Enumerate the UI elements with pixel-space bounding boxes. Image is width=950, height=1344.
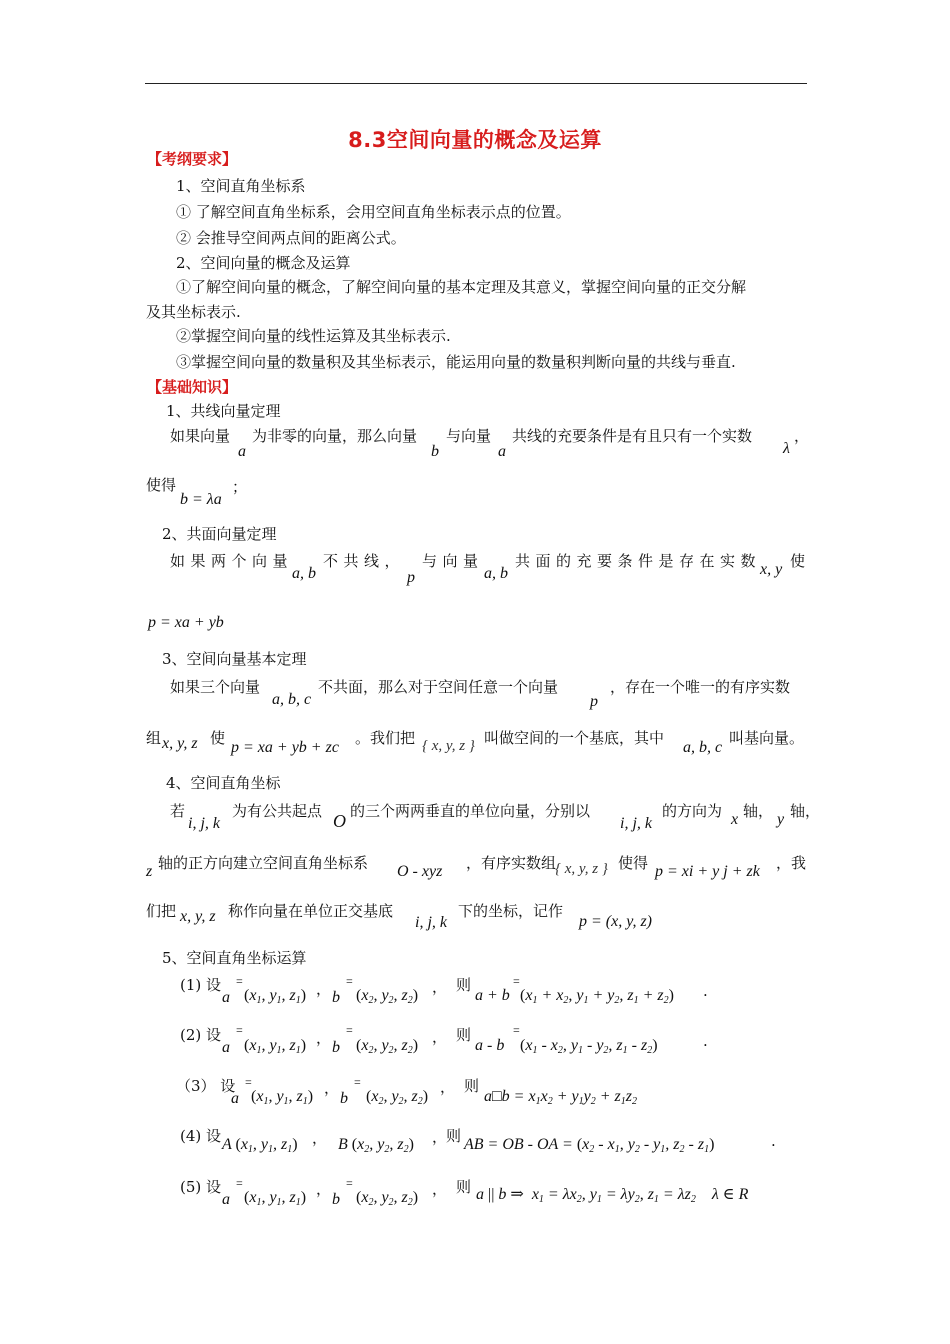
math-formula: A ($x_1$, $y_1$, $z_1$) [222,1136,298,1155]
theorem-3-text: 如果三个向量 [170,678,261,696]
theorem-4-text: 轴的正方向建立空间直角坐标系 [158,854,369,872]
separator: ， [316,1029,332,1047]
separator: ， [312,1129,328,1147]
theorem-3-text: 叫基向量。 [729,729,805,747]
theorem-1-text: ； [232,478,248,496]
math-formula: AB = OB - OA = ($x_2 - x_1$, $y_2 - y_1$, $z_2 - z_1$) [464,1136,715,1155]
math-formula: ($x_2$, $y_2$, $z_2$) [356,1189,419,1208]
math-formula: ($x_2$, $y_2$, $z_2$) [366,1088,429,1107]
math-coord-system: O - xyz [397,863,443,880]
math-vectors-ab: a, b [292,565,316,582]
theorem-1-text: ， [794,427,810,445]
separator: ， [316,980,332,998]
theorem-4-text: 若 [170,802,186,820]
math-unit-vectors: i, j, k [188,815,220,832]
math-formula: a - b [475,1037,505,1054]
separator: ， [432,1128,448,1146]
rule-2-label: (2) 设 [180,1026,222,1044]
math-formula: a [222,1191,230,1208]
math-formula: = [513,1023,520,1037]
math-formula: = [236,1176,243,1190]
math-formula: b [332,989,340,1006]
math-reals-xy: x, y [760,561,783,578]
math-formula: b [332,1039,340,1056]
math-formula: = [236,974,243,988]
math-axis-y: y [777,811,785,828]
math-axis-x: x [731,811,739,828]
math-formula: ($x_2$, $y_2$, $z_2$) [356,987,419,1006]
math-formula: ($x_1 + x_2$, $y_1 + y_2$, $z_1 + z_2$) [520,987,674,1006]
syllabus-item-2-1: ①了解空间向量的概念，了解空间向量的基本定理及其意义，掌握空间向量的正交分解 [176,278,747,296]
math-formula: b [332,1191,340,1208]
math-vectors-ab: a, b [484,565,508,582]
theorem-3-text: 。我们把 [355,729,416,747]
period: . [703,1032,708,1050]
math-vectors-abc: a, b, c [683,739,723,756]
page-title: 8.3空间向量的概念及运算 [348,128,602,152]
syllabus-item-1-2: ② 会推导空间两点间的距离公式。 [176,229,406,247]
theorem-4-text: 轴， [743,802,774,820]
theorem-4-text: 称作向量在单位正交基底 [228,902,394,920]
syllabus-item-2-3: ③掌握空间向量的数量积及其坐标表示，能运用向量的数量积判断向量的共线与垂直. [176,353,736,371]
then-word: 则 [446,1127,462,1145]
theorem-2-text: 共面的充要条件是存在实数 [515,552,762,570]
math-formula: = [346,1176,353,1190]
math-equation: p = xi + y j + zk [655,863,760,880]
theorem-1-text: 与向量 [446,427,492,445]
theorem-3-text: 叫做空间的一个基底，其中 [484,729,665,747]
math-unit-vectors: i, j, k [415,914,447,931]
syllabus-item-2: 2、空间向量的概念及运算 [176,254,351,272]
math-formula: = [346,974,353,988]
theorem-4-text: 的方向为 [662,802,723,820]
theorem-2-text: 使 [790,552,806,570]
math-vector-p: p [407,569,415,586]
math-vectors-abc: a, b, c [272,691,312,708]
syllabus-item-2-1-cont: 及其坐标表示. [146,303,241,321]
math-vector-p: p [590,693,598,710]
math-formula: ($x_2$, $y_2$, $z_2$) [356,1037,419,1056]
math-vector-a: a [498,443,506,460]
rule-5-label: (5) 设 [180,1178,222,1196]
theorem-5-title: 5、空间直角坐标运算 [162,949,307,967]
math-formula: = [513,974,520,988]
period: . [703,982,708,1000]
math-formula: a□b = $x_1x_2 + y_1y_2 + z_1z_2$ [484,1088,637,1107]
theorem-4-text: 的三个两两垂直的单位向量，分别以 [350,802,591,820]
rule-4-label: (4) 设 [180,1127,222,1145]
theorem-1-text: 使得 [146,476,177,494]
separator: ， [440,1078,456,1096]
rule-3-label: （3） 设 [176,1077,236,1095]
period: . [771,1132,776,1150]
math-formula: a [231,1090,239,1107]
section-heading-basics: 【基础知识】 [147,378,238,396]
then-word: 则 [456,1178,472,1196]
math-equation: p = xa + yb [148,614,224,631]
math-formula: a || b ⇒ $x_1 = \lambda x_2$, $y_1 = \lambda y_2$, $z_1 = \lambda z_2$ λ ∈ R [476,1186,749,1205]
theorem-1-text: 为非零的向量，那么向量 [252,427,418,445]
theorem-2-title: 2、共面向量定理 [162,525,277,543]
theorem-4-text: 为有公共起点 [232,802,323,820]
math-formula: ($x_1$, $y_1$, $z_1$) [244,987,307,1006]
math-formula: ($x_1 - x_2$, $y_1 - y_2$, $z_1 - z_2$) [520,1037,658,1056]
theorem-1-text: 共线的充要条件是有且只有一个实数 [512,427,753,445]
theorem-4-text: 轴， [790,802,821,820]
theorem-4-text: 下的坐标，记作 [458,902,564,920]
math-formula: = [245,1075,252,1089]
theorem-2-text: 不共线， [323,552,406,570]
separator: ， [432,1180,448,1198]
theorem-1-title: 1、共线向量定理 [166,402,281,420]
math-vector-a: a [238,443,246,460]
theorem-4-text: ，我 [776,854,807,872]
syllabus-item-2-2: ②掌握空间向量的线性运算及其坐标表示. [176,327,451,345]
theorem-4-text: 们把 [146,902,177,920]
theorem-4-text: 使得 [618,854,649,872]
then-word: 则 [456,1026,472,1044]
theorem-2-text: 与向量 [422,552,484,570]
math-formula: ($x_1$, $y_1$, $z_1$) [244,1189,307,1208]
theorem-3-text: ，存在一个唯一的有序实数 [610,678,791,696]
then-word: 则 [464,1077,480,1095]
math-reals-xyz: x, y, z [180,908,216,925]
theorem-4-text: ，有序实数组 [466,854,557,872]
math-basis-set: { x, y, z } [422,738,475,754]
separator: ， [324,1079,340,1097]
math-formula: a [222,1039,230,1056]
math-formula: B ($x_2$, $y_2$, $z_2$) [338,1136,414,1155]
syllabus-item-1: 1、空间直角坐标系 [176,177,306,195]
math-axis-z: z [146,863,153,880]
separator: ， [432,1028,448,1046]
math-formula: ($x_1$, $y_1$, $z_1$) [244,1037,307,1056]
separator: ， [316,1180,332,1198]
header-rule [145,83,807,84]
theorem-3-title: 3、空间向量基本定理 [162,650,307,668]
then-word: 则 [456,976,472,994]
theorem-3-text: 使 [210,729,226,747]
theorem-3-text: 组 [146,729,162,747]
rule-1-label: (1) 设 [180,976,222,994]
syllabus-item-1-1: ① 了解空间直角坐标系，会用空间直角坐标表示点的位置。 [176,203,571,221]
theorem-4-title: 4、空间直角坐标 [166,774,281,792]
theorem-1-text: 如果向量 [170,427,231,445]
math-formula: = [346,1023,353,1037]
math-coordinates: p = (x, y, z) [579,913,652,930]
theorem-2-text: 如果两个向量 [170,552,294,570]
math-formula: a + b [475,987,510,1004]
math-formula: a [222,989,230,1006]
math-unit-vectors: i, j, k [620,815,652,832]
separator: ， [432,978,448,996]
theorem-3-text: 不共面，那么对于空间任意一个向量 [318,678,559,696]
math-formula: = [236,1023,243,1037]
math-equation: b = λa [180,491,222,508]
math-lambda: λ [783,440,790,457]
math-formula: = [354,1075,361,1089]
math-origin-O: O [333,811,346,831]
math-formula: b [340,1090,348,1107]
math-vector-b: b [431,443,439,460]
math-formula: ($x_1$, $y_1$, $z_1$) [251,1088,314,1107]
math-reals-xyz: x, y, z [162,735,198,752]
section-heading-syllabus: 【考纲要求】 [147,150,238,168]
math-equation: p = xa + yb + zc [231,739,339,756]
math-basis-set: { x, y, z } [555,861,608,877]
